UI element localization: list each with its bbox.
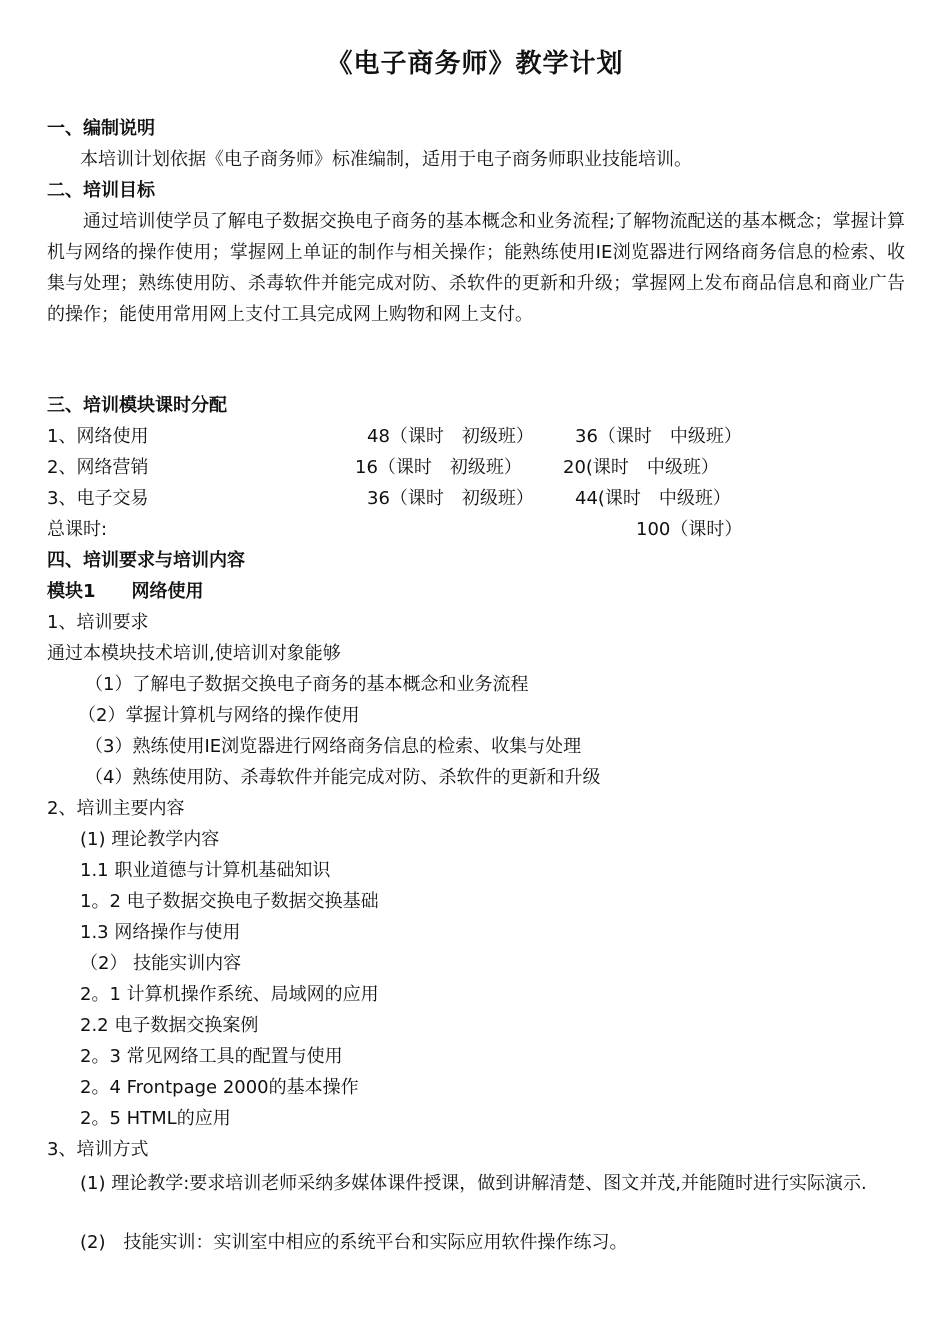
module-hours-basic-1: 48（课时 初级班） [367, 426, 534, 447]
theory-heading: (1) 理论教学内容 [80, 829, 220, 850]
section-heading-4: 四、培训要求与培训内容 [47, 550, 245, 571]
requirements-heading: 1、培训要求 [47, 612, 149, 633]
requirement-item-4: （4）熟练使用防、杀毒软件并能完成对防、杀软件的更新和升级 [85, 767, 601, 788]
total-hours-label: 总课时: [47, 519, 108, 540]
module-1-heading: 模块1 网络使用 [47, 581, 204, 602]
requirement-item-3: （3）熟练使用IE浏览器进行网络商务信息的检索、收集与处理 [85, 736, 582, 757]
section-2-text: 通过培训使学员了解电子数据交换电子商务的基本概念和业务流程;了解物流配送的基本概念；掌握计算机与网络的操作使用；掌握网上单证的制作与相关操作；能熟练使用IE浏览器进行网络商务信息的检索、收集与处理；熟练使用防、杀毒软件并能完成对防、杀软件的更新和升级；掌握网上发布商品信息和商业广告的操作；能使用常用网上支付工具完成网上购物和网上支付。 [47, 211, 905, 325]
module-hours-basic-3: 36（课时 初级班） [367, 488, 534, 509]
requirement-item-1: （1）了解电子数据交换电子商务的基本概念和业务流程 [85, 674, 529, 695]
method-theory: (1) 理论教学:要求培训老师采纳多媒体课件授课，做到讲解清楚、图文并茂,并能随时进行实际演示. [80, 1173, 867, 1194]
section-1-text: 本培训计划依据《电子商务师》标准编制，适用于电子商务师职业技能培训。 [80, 149, 692, 170]
section-heading-2: 二、培训目标 [47, 180, 155, 201]
module-hours-mid-1: 36（课时 中级班） [575, 426, 742, 447]
skill-item-5: 2。5 HTML的应用 [80, 1108, 231, 1129]
skill-item-4: 2。4 Frontpage 2000的基本操作 [80, 1077, 359, 1098]
module-hours-mid-2: 20(课时 中级班） [563, 457, 719, 478]
content-heading: 2、培训主要内容 [47, 798, 185, 819]
method-skill: (2) 技能实训：实训室中相应的系统平台和实际应用软件操作练习。 [80, 1232, 628, 1253]
section-heading-1: 一、编制说明 [47, 118, 155, 139]
section-heading-3: 三、培训模块课时分配 [47, 395, 227, 416]
module-hours-name-3: 3、电子交易 [47, 488, 149, 509]
theory-item-3: 1.3 网络操作与使用 [80, 922, 241, 943]
method-heading: 3、培训方式 [47, 1139, 149, 1160]
total-hours-value: 100（课时） [636, 519, 743, 540]
module-hours-mid-3: 44(课时 中级班） [575, 488, 731, 509]
module-hours-name-1: 1、网络使用 [47, 426, 149, 447]
skill-item-2: 2.2 电子数据交换案例 [80, 1015, 259, 1036]
document-title: 《电子商务师》教学计划 [326, 49, 624, 79]
module-hours-basic-2: 16（课时 初级班） [355, 457, 522, 478]
requirements-intro: 通过本模块技术培训,使培训对象能够 [47, 643, 341, 664]
skill-heading: （2） 技能实训内容 [80, 953, 242, 974]
theory-item-1: 1.1 职业道德与计算机基础知识 [80, 860, 331, 881]
module-hours-name-2: 2、网络营销 [47, 457, 149, 478]
requirement-item-2: （2）掌握计算机与网络的操作使用 [78, 705, 360, 726]
skill-item-3: 2。3 常见网络工具的配置与使用 [80, 1046, 343, 1067]
theory-item-2: 1。2 电子数据交换电子数据交换基础 [80, 891, 379, 912]
skill-item-1: 2。1 计算机操作系统、局域网的应用 [80, 984, 379, 1005]
